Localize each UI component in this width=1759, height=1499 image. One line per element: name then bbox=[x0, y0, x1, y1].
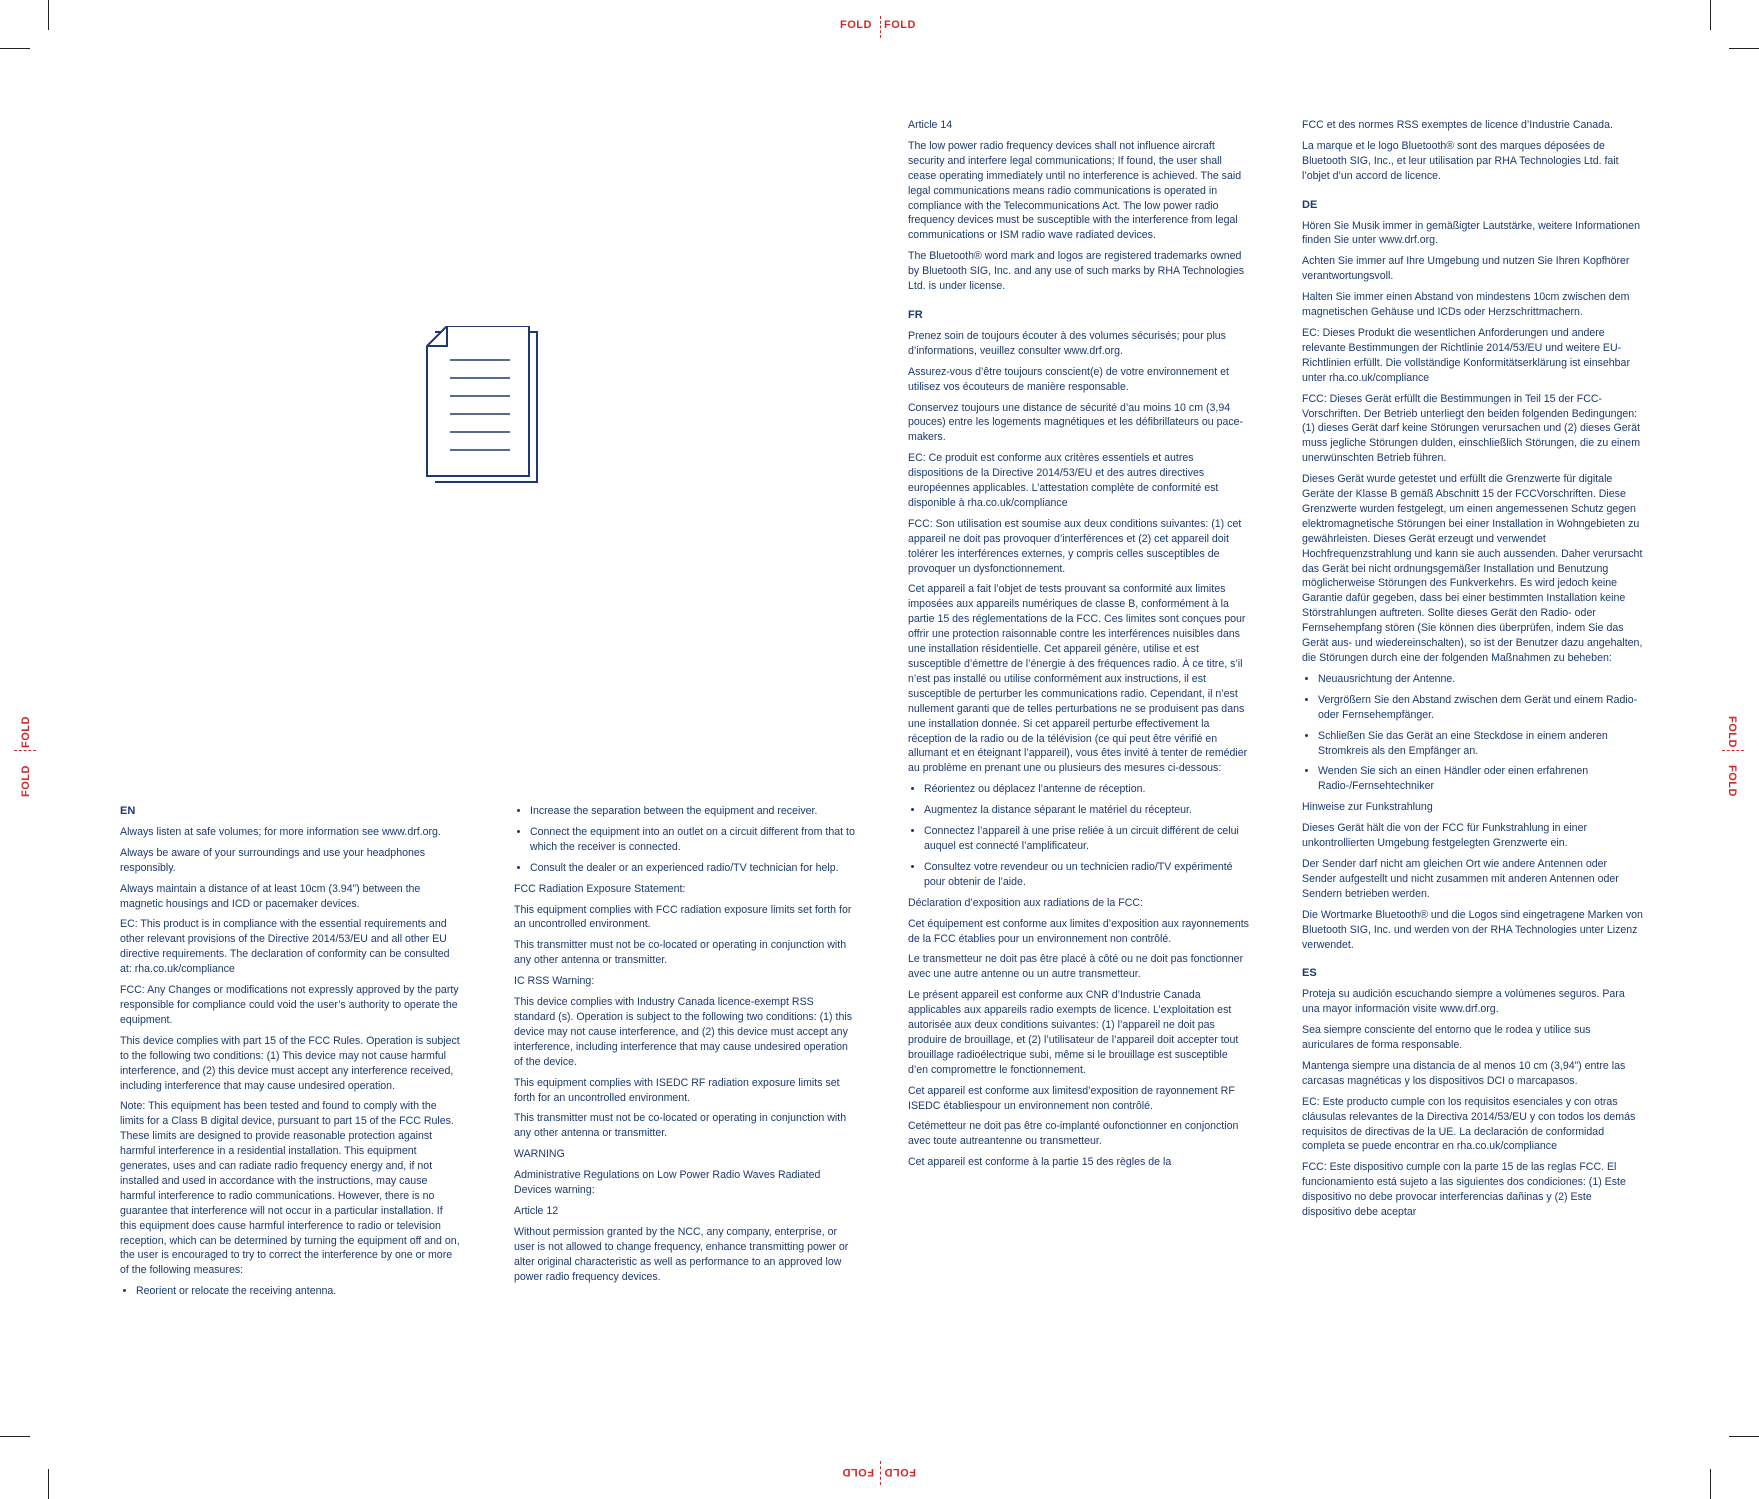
section-heading-en: EN bbox=[120, 805, 136, 817]
paragraph: Administrative Regulations on Low Power Radio Waves Radiated Devices warning: bbox=[514, 1169, 821, 1197]
bullet-list bbox=[120, 1284, 462, 1299]
bullet-list bbox=[514, 804, 856, 876]
fold-label-bottom-left: FOLD bbox=[842, 1466, 874, 1478]
fold-label-left-a: FOLD bbox=[19, 765, 32, 797]
paragraph: Mantenga siempre una distancia de al menos 10 cm (3,94”) entre las carcasas magnéticas y los dispositivos DCI o marcapasos. bbox=[1302, 1059, 1626, 1087]
paragraph: FCC Radiation Exposure Statement: bbox=[514, 882, 686, 895]
paragraph: Cetémetteur ne doit pas être co-implanté oufonctionner en conjonction avec toute autreantenne ou transmetteur. bbox=[908, 1120, 1239, 1148]
list-item: • Increase the separation between the equipment and receiver. bbox=[530, 804, 856, 819]
paragraph: Article 12 bbox=[514, 1204, 559, 1217]
crop-mark bbox=[48, 1469, 49, 1499]
paragraph: This device complies with part 15 of the FCC Rules. Operation is subject to the following two conditions: (1) This device may not cause harmful interference, and (2) this device must accept any interference received, including interference that may cause undesired operation. bbox=[120, 1034, 460, 1092]
paragraph: EC: Ce produit est conforme aux critères essentiels et autres dispositions de la Directive 2014/53/EU et des autres directives européennes applicables. L’attestation complète de conformité est disponible à rha.co.uk/compliance bbox=[908, 452, 1219, 509]
paragraph: Hören Sie Musik immer in gemäßigter Lautstärke, weitere Informationen finden Sie unter www.drf.org. bbox=[1302, 219, 1640, 247]
paragraph: Assurez-vous d’être toujours conscient(e) de votre environnement et utilisez vos écouteurs de manière responsable. bbox=[908, 365, 1229, 393]
paragraph: La marque et le logo Bluetooth® sont des marques déposées de Bluetooth SIG, Inc., et leur utilisation par RHA Technologies Ltd. fait l’objet d’un accord de licence. bbox=[1302, 139, 1619, 182]
paragraph: Die Wortmarke Bluetooth® und die Logos sind eingetragene Marken von Bluetooth SIG, Inc. und werden von der RHA Technologies unter Lizenz verwendet. bbox=[1302, 908, 1643, 951]
paragraph: This device complies with Industry Canada licence-exempt RSS standard (s). Operation is subject to the following two conditions: (1) this device may not cause interference, and (2) this device must accept any interference, including interference that may cause undesired operation of the device. bbox=[514, 996, 852, 1068]
list-item: • Vergrößern Sie den Abstand zwischen dem Gerät und einem Radio- oder Fernsehempfänger. bbox=[1318, 693, 1644, 723]
list-item: • Consultez votre revendeur ou un technicien radio/TV expérimenté pour obtenir de l’aide. bbox=[924, 860, 1250, 890]
paragraph: Always be aware of your surroundings and use your headphones responsibly. bbox=[120, 846, 426, 874]
paragraph: This equipment complies with ISEDC RF radiation exposure limits set forth for an uncontrolled environment. bbox=[514, 1076, 840, 1104]
paragraph: FCC et des normes RSS exemptes de licence d’Industrie Canada. bbox=[1302, 119, 1613, 131]
fold-label-top-left: FOLD bbox=[840, 19, 872, 31]
fold-line-right bbox=[1722, 750, 1744, 751]
paragraph: Cet équipement est conforme aux limites d’exposition aux rayonnements de la FCC établies pour un environnement non contrôlé. bbox=[908, 917, 1249, 945]
crop-mark bbox=[1729, 1436, 1759, 1437]
paragraph: Le présent appareil est conforme aux CNR d’Industrie Canada applicables aux appareils radio exempts de licence. L’exploitation est autorisée aux deux conditions suivantes: (1) l’appareil ne doit pas produire de brouillage, et (2) l’utilisateur de l’appareil doit accepter tout brouillage radioélectrique subi, même si le brouillage est susceptible d’en compromettre le fonctionnement. bbox=[908, 989, 1239, 1076]
paragraph: FCC: Son utilisation est soumise aux deux conditions suivantes: (1) cet appareil ne doit pas provoquer d’interférences et (2) cet appareil doit tolérer les interférences externes, y compris celles susceptibles de provoquer un dysfonctionnement. bbox=[908, 517, 1242, 575]
column-fr bbox=[908, 118, 1250, 1176]
paragraph: Achten Sie immer auf Ihre Umgebung und nutzen Sie Ihren Kopfhörer verantwortungsvoll. bbox=[1302, 255, 1630, 283]
fold-line-left bbox=[14, 750, 36, 751]
document-icon bbox=[425, 326, 543, 486]
column-en bbox=[120, 804, 462, 1305]
paragraph: EC: Dieses Produkt die wesentlichen Anforderungen und andere relevante Bestimmungen der Richtlinie 2014/53/EU und weitere EU-Richtlinien erfüllt. Die vollständige Konformitätserklärung ist einsehbar unter rha.co.uk/compliance bbox=[1302, 326, 1630, 384]
paragraph: Halten Sie immer einen Abstand von mindestens 10cm zwischen dem magnetischen Gehäuse und ICDs oder Herzschrittmachern. bbox=[1302, 291, 1630, 319]
paragraph: Prenez soin de toujours écouter à des volumes sécurisés; pour plus d’informations, veuillez consulter www.drf.org. bbox=[908, 329, 1226, 357]
paragraph: Proteja su audición escuchando siempre a volúmenes seguros. Para una mayor información visite www.drf.org. bbox=[1302, 988, 1625, 1016]
paragraph: The Bluetooth® word mark and logos are registered trademarks owned by Bluetooth SIG, Inc. and any use of such marks by RHA Technologies Ltd. is under license. bbox=[908, 250, 1245, 293]
paragraph: Dieses Gerät wurde getestet und erfüllt die Grenzwerte für digitale Geräte der Klasse B gemäß Abschnitt 15 der FCCVorschriften. Diese Grenzwerte wurden festgelegt, um einen angemessenen Schutz gegen elektromagnetische Störungen bei einer Installation in Wohngebieten zu gewährleisten. Dieses Gerät erzeugt und verwendet Hochfrequenzstrahlung und kann sie auch aussenden. Daher verursacht das Gerät bei nicht ordnungsgemäßer Installation und Benutzung möglicherweise Störungen des Funkverkehrs. Es wird jedoch keine Garantie dafür gegeben, dass bei einer bestimmten Installation keine Störstrahlungen auftreten. Sollte dieses Gerät den Radio- oder Fernsehempfang stören (Sie können dies überprüfen, indem Sie das Gerät aus- und wiedereinschalten), so ist der Benutzer dazu angehalten, die Störungen durch eine der folgenden Maßnahmen zu beheben: bbox=[1302, 473, 1643, 664]
crop-mark bbox=[0, 1436, 30, 1437]
column-en-continued bbox=[514, 804, 856, 1290]
section-heading-de: DE bbox=[1302, 198, 1318, 211]
paragraph: Sea siempre consciente del entorno que le rodea y utilice sus auriculares de forma responsable. bbox=[1302, 1024, 1591, 1052]
paragraph: Dieses Gerät hält die von der FCC für Funkstrahlung in einer unkontrollierten Umgebung festgelegten Grenzwerte ein. bbox=[1302, 822, 1587, 850]
paragraph: Der Sender darf nicht am gleichen Ort wie andere Antennen oder Sender aufgestellt und nicht zusammen mit anderen Antennen oder Sendern betrieben werden. bbox=[1302, 857, 1619, 900]
paragraph: EC: Este producto cumple con los requisitos esenciales y con otras cláusulas relevantes de la Directiva 2014/53/EU y con todos los demás requisitos de directivas de la UE. La declaración de conformidad completa se puede encontrar en rha.co.uk/compliance bbox=[1302, 1095, 1636, 1153]
section-heading-fr: FR bbox=[908, 308, 923, 321]
paragraph: The low power radio frequency devices shall not influence aircraft security and interfere legal communications; If found, the user shall cease operating immediately until no interference is achieved. The said legal communications means radio communications is operated in compliance with the Telecommunications Act. The low power radio frequency devices must be susceptible with the interference from legal communications or ISM radio wave radiated devices. bbox=[908, 139, 1242, 242]
paragraph: Note: This equipment has been tested and found to comply with the limits for a Class B digital device, pursuant to part 15 of the FCC Rules. These limits are designed to provide reasonable protection against harmful interference in a residential installation. This equipment generates, uses and can radiate radio frequency energy and, if not installed and used in accordance with the instructions, may cause harmful interference to radio communications. However, there is no guarantee that interference will not occur in a particular installation. If this equipment does cause harmful interference to radio or television reception, which can be determined by turning the equipment off and on, the user is encouraged to try to correct the interference by one or more of the following measures: bbox=[120, 1100, 460, 1277]
fold-label-right-a: FOLD bbox=[1725, 716, 1738, 748]
list-item: • Augmentez la distance séparant le matériel du récepteur. bbox=[924, 803, 1250, 818]
paragraph: Cet appareil est conforme à la partie 15 des règles de la bbox=[908, 1156, 1172, 1169]
crop-mark bbox=[1729, 48, 1759, 49]
paragraph: Cet appareil est conforme aux limitesd’exposition de rayonnement RF ISEDC établiespour un environnement non contrôlé. bbox=[908, 1084, 1235, 1112]
crop-mark bbox=[1710, 1469, 1711, 1499]
paragraph: This transmitter must not be co-located or operating in conjunction with any other antenna or transmitter. bbox=[514, 1112, 847, 1140]
paragraph: IC RSS Warning: bbox=[514, 975, 595, 988]
fold-label-top-right: FOLD bbox=[884, 19, 916, 31]
paragraph: FCC: Este dispositivo cumple con la parte 15 de las reglas FCC. El funcionamiento está sujeto a las siguientes dos condiciones: (1) Este dispositivo no debe provocar interferencias dañinas y (2) Este dispositivo debe aceptar bbox=[1302, 1161, 1626, 1219]
list-item: • Connect the equipment into an outlet on a circuit different from that to which the receiver is connected. bbox=[530, 825, 856, 855]
paragraph: FCC: Dieses Gerät erfüllt die Bestimmungen in Teil 15 der FCC-Vorschriften. Der Betrieb unterliegt den beiden folgenden Bedingungen: (1) dieses Gerät darf keine Störungen verursachen und (2) dieses Gerät muss jegliche Störungen dulden, einschließlich Störungen, die zu einem unerwünschten Betrieb führen. bbox=[1302, 392, 1641, 465]
paragraph: Déclaration d’exposition aux radiations de la FCC: bbox=[908, 896, 1143, 909]
paragraph: Conservez toujours une distance de sécurité d’au moins 10 cm (3,94 pouces) entre les logements magnétiques et les défibrillateurs ou pace-makers. bbox=[908, 401, 1244, 444]
fold-line-top bbox=[880, 16, 881, 38]
fold-label-bottom-right: FOLD bbox=[884, 1466, 916, 1478]
list-item: • Consult the dealer or an experienced radio/TV technician for help. bbox=[530, 861, 856, 876]
list-item: • Connectez l’appareil à une prise reliée à un circuit différent de celui auquel est connecté l’amplificateur. bbox=[924, 824, 1250, 854]
fold-label-right-b: FOLD bbox=[1725, 765, 1738, 797]
crop-mark bbox=[1710, 0, 1711, 30]
paragraph: This equipment complies with FCC radiation exposure limits set forth for an uncontrolled environment. bbox=[514, 903, 852, 931]
crop-mark bbox=[48, 0, 49, 30]
paragraph: Always maintain a distance of at least 10cm (3.94”) between the magnetic housings and ICD or pacemaker devices. bbox=[120, 882, 421, 910]
fold-line-bottom bbox=[880, 1461, 881, 1485]
paragraph: Cet appareil a fait l’objet de tests prouvant sa conformité aux limites imposées aux appareils numériques de classe B, conformément à la partie 15 des réglementations de la FCC. Ces limites sont conçues pour offrir une protection raisonnable contre les interférences nuisibles dans une installation résidentielle. Cet appareil génère, utilise et est susceptible d’émettre de l’énergie à des fréquences radio. À ce titre, s’il n’est pas installé ou utilise conformément aux instructions, il est susceptible de perturber les communications radio. Cependant, il n’est nullement garanti que de telles perturbations ne se produisent pas dans une installation donnée. Si cet appareil perturbe effectivement la réception de la radio ou de la télévision (ce qui peut être vérifié en allumant et en éteignant l’appareil), vous êtes invité à tenter de remédier au problème en prenant une ou plusieurs des mesures ci-dessous: bbox=[908, 583, 1248, 775]
fold-label-left-b: FOLD bbox=[19, 716, 32, 748]
list-item: • Reorient or relocate the receiving antenna. bbox=[136, 1284, 462, 1299]
paragraph: Article 14 bbox=[908, 119, 953, 131]
list-item: • Schließen Sie das Gerät an eine Steckdose in einem anderen Stromkreis als den Empfänger an. bbox=[1318, 729, 1644, 759]
column-de-es bbox=[1302, 118, 1644, 1226]
paragraph: Le transmetteur ne doit pas être placé à côté ou ne doit pas fonctionner avec une autre antenne ou un autre transmetteur. bbox=[908, 953, 1244, 981]
paragraph: Without permission granted by the NCC, any company, enterprise, or user is not allowed to change frequency, enhance transmitting power or alter original characteristic as well as performance to an approved low power radio frequency devices. bbox=[514, 1225, 849, 1283]
paragraph: Always listen at safe volumes; for more information see www.drf.org. bbox=[120, 825, 441, 838]
paragraph: Hinweise zur Funkstrahlung bbox=[1302, 801, 1433, 814]
crop-mark bbox=[0, 48, 30, 49]
bullet-list bbox=[908, 782, 1250, 889]
paragraph: EC: This product is in compliance with the essential requirements and other relevant provisions of the Directive 2014/53/EU and all other EU directive requirements. The declaration of conformity can be consulted at: rha.co.uk/compliance bbox=[120, 918, 450, 976]
list-item: • Wenden Sie sich an einen Händler oder einen erfahrenen Radio-/Fernsehtechniker bbox=[1318, 764, 1644, 794]
section-heading-es: ES bbox=[1302, 967, 1317, 980]
list-item: • Réorientez ou déplacez l’antenne de réception. bbox=[924, 782, 1250, 797]
list-item: • Neuausrichtung der Antenne. bbox=[1318, 672, 1644, 687]
paragraph: WARNING bbox=[514, 1148, 565, 1161]
paragraph: FCC: Any Changes or modifications not expressly approved by the party responsible for compliance could void the user’s authority to operate the equipment. bbox=[120, 984, 459, 1026]
paragraph: This transmitter must not be co-located or operating in conjunction with any other antenna or transmitter. bbox=[514, 939, 847, 967]
bullet-list bbox=[1302, 672, 1644, 794]
